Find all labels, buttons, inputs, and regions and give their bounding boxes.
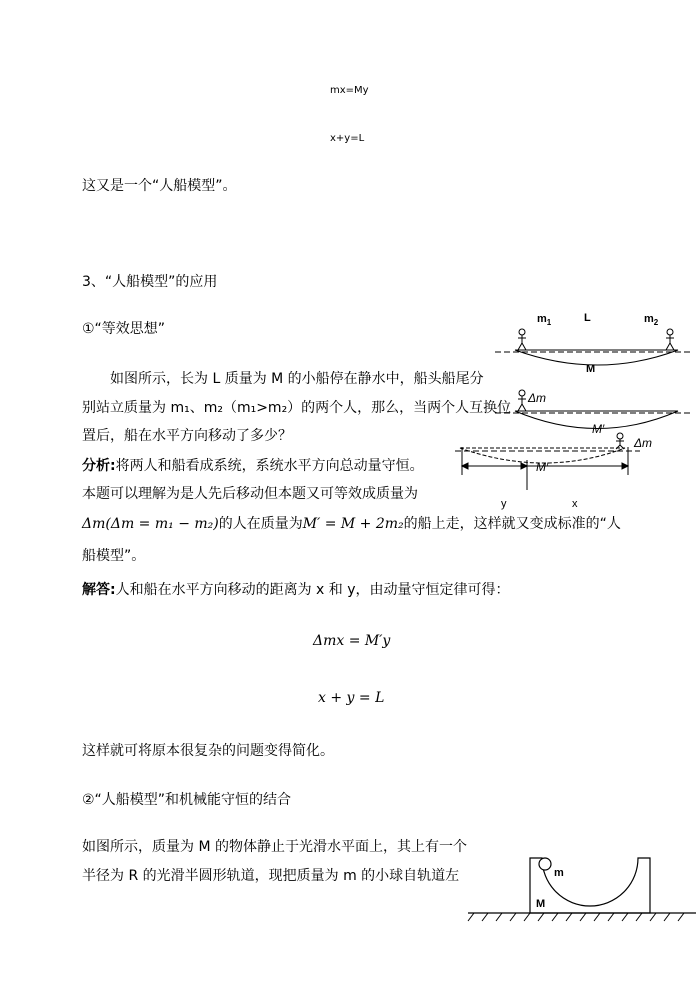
boat-diagram-top — [495, 329, 690, 365]
formula-mx-My: mx=My — [330, 85, 369, 96]
subheading-energy: ②“人船模型”和机械能守恒的结合 — [82, 792, 292, 808]
text-simplify: 这样就可将原本很复杂的问题变得简化。 — [82, 743, 334, 759]
label-m-prime-1: M′ — [592, 422, 605, 436]
paragraph-3-line-2: 半径为 R 的光滑半圆形轨道，现把质量为 m 的小球自轨道左 — [82, 868, 460, 884]
formula-distance-sum: x + y = L — [318, 690, 385, 706]
subheading-equivalence: ①“等效思想” — [82, 321, 166, 337]
label-block-M: M — [536, 898, 546, 910]
label-L: L — [584, 312, 591, 324]
paragraph-1-line-2: 别站立质量为 m₁、m₂（m₁>m₂）的两个人，那么，当两个人互换位 — [82, 400, 512, 416]
paragraph-3-line-1: 如图所示，质量为 M 的物体静止于光滑水平面上，其上有一个 — [82, 839, 467, 855]
label-small-m: m — [554, 867, 564, 879]
paragraph-2-line-1: 本题可以理解为是人先后移动但本题又可等效成质量为 — [82, 486, 418, 502]
label-m2: $m_2$ — [644, 313, 659, 327]
paragraph-2-line-3: 船模型”。 — [82, 548, 146, 564]
label-M: M — [586, 363, 596, 375]
label-delta-m-1: Δm — [528, 391, 547, 405]
label-m-prime-2: M′ — [536, 460, 549, 474]
label-delta-m-2: Δm — [634, 436, 653, 450]
label-y: y — [501, 498, 507, 510]
m-prime-expression: M′ = M + 2m₂ — [302, 516, 404, 532]
paragraph-1-line-3: 置后，船在水平方向移动了多少？ — [82, 428, 292, 444]
formula-momentum-conservation: Δmx = M′y — [313, 633, 391, 649]
answer-label: 解答: — [82, 582, 116, 598]
paragraph-2-suffix: 的船上走，这样就又变成标准的“人 — [403, 516, 621, 532]
delta-m-expression: Δm(Δm = m₁ − m₂) — [82, 516, 219, 532]
label-m1: $m_1$ — [537, 313, 552, 327]
formula-x-y-L: x+y=L — [330, 133, 365, 144]
analysis-label: 分析: — [82, 458, 116, 474]
track-diagram — [468, 858, 696, 921]
analysis-text: 将两人和船看成系统，系统水平方向总动量守恒。 — [115, 458, 424, 474]
section-heading-3: 3、“人船模型”的应用 — [82, 274, 218, 290]
paragraph-2-mid: 的人在质量为 — [218, 516, 303, 532]
text-line-model: 这又是一个“人船模型”。 — [82, 178, 237, 194]
label-x: x — [572, 498, 578, 510]
answer-text: 人和船在水平方向移动的距离为 x 和 y，由动量守恒定律可得： — [115, 582, 510, 598]
paragraph-1-line-1: 如图所示，长为 L 质量为 M 的小船停在静水中，船头船尾分 — [110, 371, 484, 387]
